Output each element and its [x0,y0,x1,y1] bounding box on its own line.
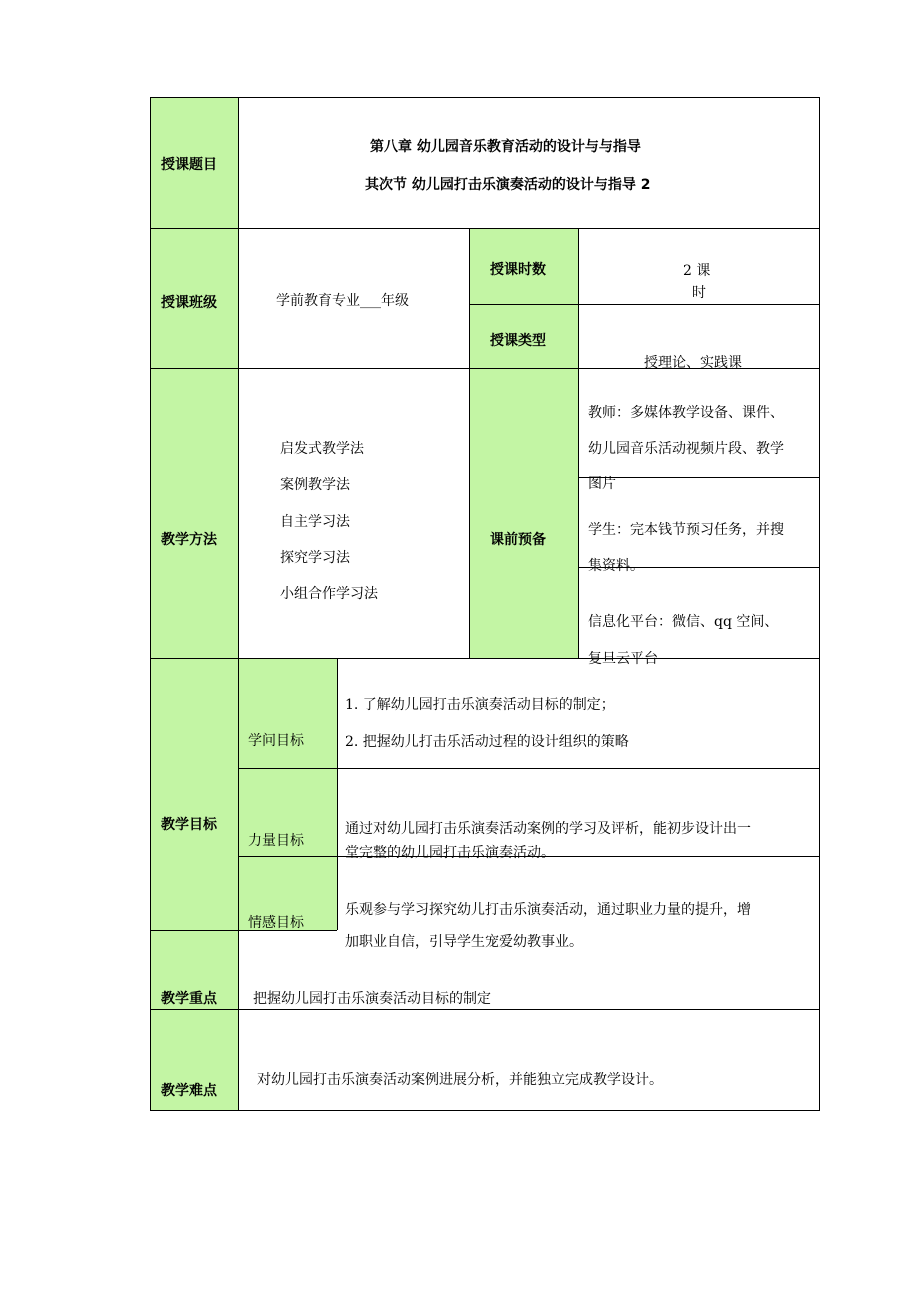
goals-label: 教学目标 [161,817,217,833]
border [469,304,819,305]
method-item: 探究学习法 [280,550,350,566]
prep-platform: 信息化平台：微信、qq 空间、 [588,614,779,630]
knowledge-label: 学问目标 [248,733,304,749]
section-title: 其次节 幼儿园打击乐演奏活动的设计与指导 2 [365,177,651,193]
prep-student: 集资料。 [588,558,644,574]
method-item: 自主学习法 [280,514,350,530]
knowledge-item: 2. 把握幼儿打击乐活动过程的设计组织的策略 [345,734,629,750]
border [150,658,819,659]
border [238,97,239,1110]
prep-student: 学生：完本钱节预习任务，并搜 [588,522,784,538]
hours-label: 授课时数 [490,262,546,278]
type-value: 授理论、实践课 [644,355,742,371]
border [150,228,819,229]
border [578,228,579,658]
prep-teacher: 幼儿园音乐活动视频片段、教学 [588,441,784,457]
method-item: 启发式教学法 [280,441,364,457]
border [469,228,470,658]
hours-value: 2 课 [683,263,711,279]
knowledge-item: 1. 了解幼儿园打击乐演奏活动目标的制定； [345,697,615,713]
ability-text: 通过对幼儿园打击乐演奏活动案例的学习及评析，能初步设计出一 [345,821,751,837]
chapter-title: 第八章 幼儿园音乐教育活动的设计与与指导 [370,139,641,155]
ability-label: 力量目标 [248,833,304,849]
emotion-text: 加职业自信，引导学生宠爱幼教事业。 [345,934,583,950]
key-value: 把握幼儿园打击乐演奏活动目标的制定 [253,991,491,1007]
border [150,1110,820,1111]
prep-teacher: 教师：多媒体教学设备、课件、 [588,405,784,421]
label-cell-prep [469,368,578,658]
border [150,97,151,1110]
label-cell-method [150,368,238,658]
border [337,658,338,930]
border [150,930,337,931]
border [150,97,819,98]
method-item: 案例教学法 [280,477,350,493]
hours-value-unit: 时 [692,285,706,301]
border [819,97,820,1110]
method-label: 教学方法 [161,532,217,548]
title-label: 授课题目 [161,157,217,173]
class-label: 授课班级 [161,295,217,311]
emotion-text: 乐观参与学习探究幼儿打击乐演奏活动，通过职业力量的提升，增 [345,902,751,918]
ability-text: 堂完整的幼儿园打击乐演奏活动。 [345,845,555,861]
border [150,1009,819,1010]
label-cell-knowledge [238,658,337,768]
prep-teacher: 图片 [588,476,616,492]
type-label: 授课类型 [490,333,546,349]
key-label: 教学重点 [161,991,217,1007]
prep-label: 课前预备 [490,532,546,548]
border [238,768,819,769]
prep-platform: 复旦云平台 [588,651,658,667]
difficulty-value: 对幼儿园打击乐演奏活动案例进展分析，并能独立完成教学设计。 [257,1072,663,1088]
class-value: 学前教育专业___年级 [276,293,409,309]
method-item: 小组合作学习法 [280,586,378,602]
difficulty-label: 教学难点 [161,1083,217,1099]
emotion-label: 情感目标 [248,915,304,931]
label-cell-goals [150,658,238,930]
